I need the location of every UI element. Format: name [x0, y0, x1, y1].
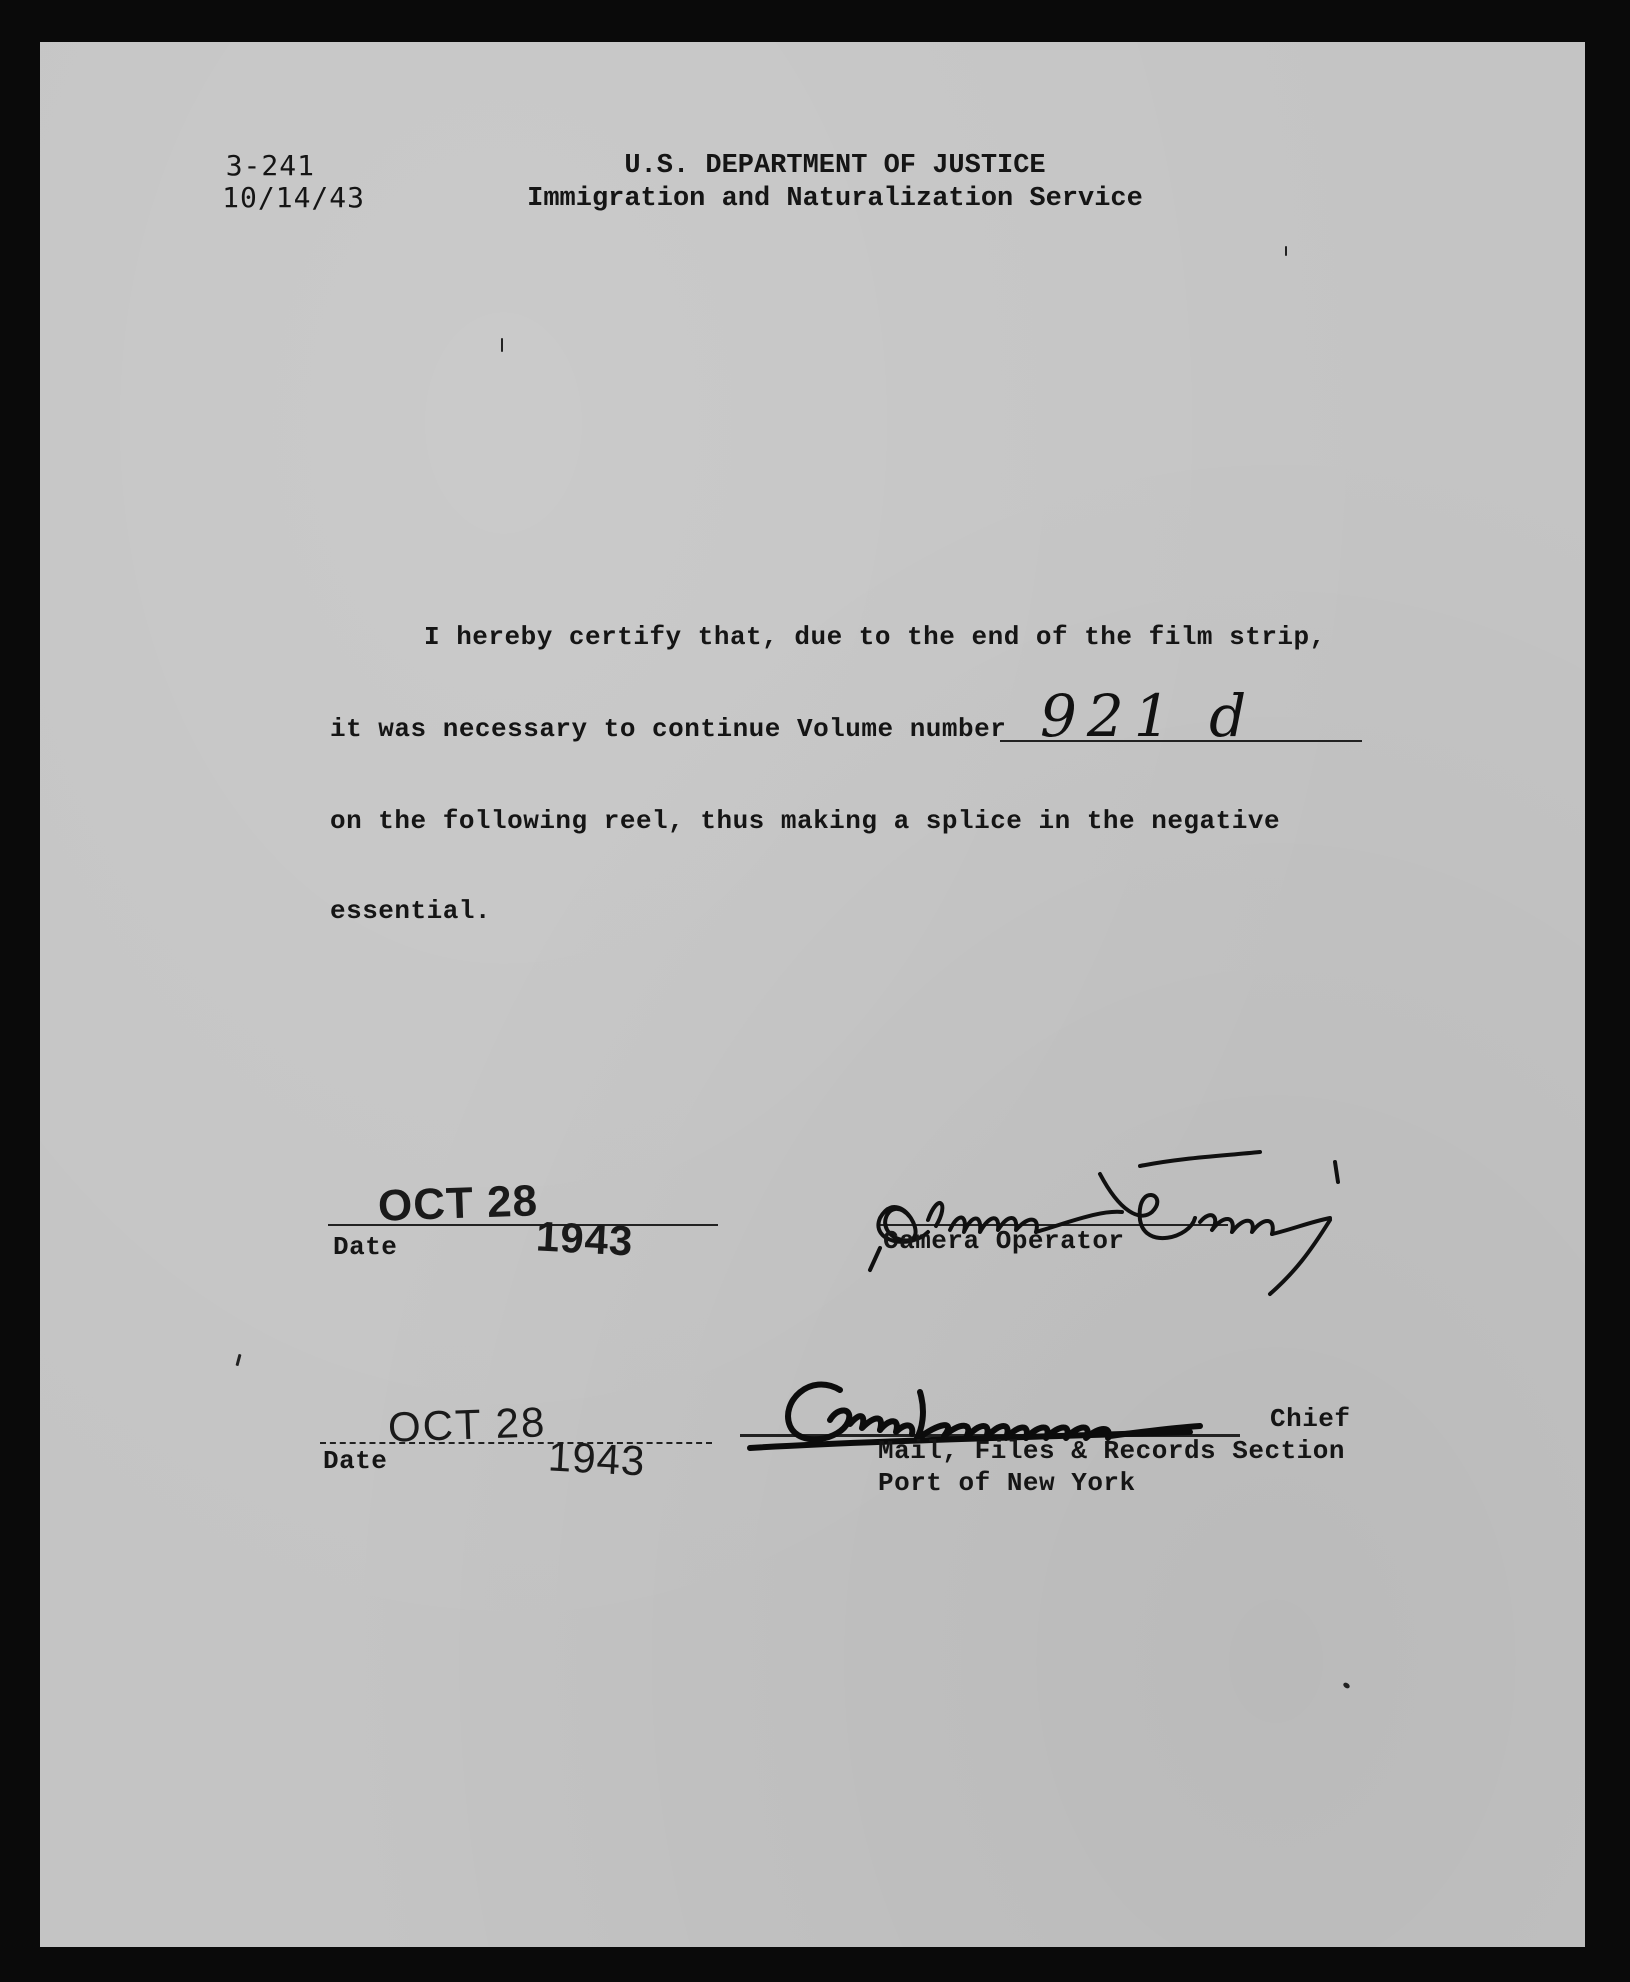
port-name: Port of New York [878, 1468, 1136, 1498]
date-stamp-2-month-day: OCT 28 [387, 1398, 548, 1451]
body-line-1: I hereby certify that, due to the end of the film strip, [424, 622, 1326, 652]
date-label-2: Date [323, 1446, 388, 1476]
document-header [440, 150, 1230, 216]
body-line-4: essential. [330, 896, 492, 926]
document-page [40, 42, 1585, 1947]
camera-operator-signature [840, 1122, 1380, 1302]
form-identifier [185, 150, 365, 214]
date-stamp-1-year: 1943 [534, 1212, 635, 1265]
form-revision-date: 10/14/43 [222, 181, 365, 214]
paper-mark [1285, 246, 1287, 256]
date-label-1: Date [333, 1232, 398, 1262]
body-line-2: it was necessary to continue Volume number [330, 714, 1007, 744]
volume-number-handwritten: 921 d [1040, 682, 1257, 750]
service-name: Immigration and Naturalization Service [527, 184, 1143, 214]
form-number: 3-241 [225, 149, 315, 182]
chief-title: Chief [1270, 1404, 1351, 1434]
camera-operator-title: Camera Operator [883, 1226, 1125, 1256]
agency-name: U.S. DEPARTMENT OF JUSTICE [624, 151, 1046, 181]
paper-mark [501, 338, 503, 352]
date-stamp-2-year: 1943 [546, 1432, 647, 1485]
paper-speck [1342, 1681, 1351, 1689]
body-line-3: on the following reel, thus making a splice in the negative [330, 806, 1281, 836]
section-name: Mail, Files & Records Section [878, 1436, 1345, 1466]
date-stamp-1-month-day: OCT 28 [377, 1176, 539, 1231]
paper-mark [235, 1354, 241, 1366]
